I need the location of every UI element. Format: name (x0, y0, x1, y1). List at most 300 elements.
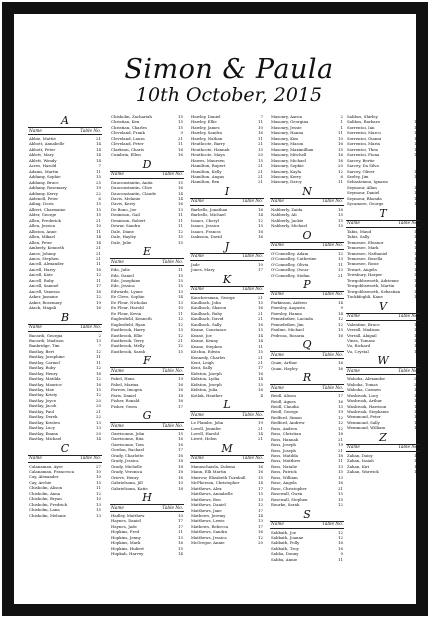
column-header (28, 324, 102, 332)
table-number: 12 (338, 529, 343, 535)
guest-name: Mathews, Jeremy (191, 513, 226, 519)
table-number: 15 (258, 146, 263, 152)
table-number: 21 (258, 310, 263, 316)
guest-name: Eastbrook, Terry (111, 337, 145, 343)
guest-name: Barbells, Michael (191, 212, 226, 218)
guest-name: Edwards, Lynne (111, 288, 143, 294)
table-number: 15 (178, 327, 183, 333)
guest-name: Matthews, Alex (191, 485, 222, 491)
table-number: 10 (178, 305, 183, 311)
guest-name: Eaglesfield, Kenneth (111, 316, 152, 322)
guest-name: Rosewall, Stephen (271, 496, 308, 502)
section-letter: F (143, 354, 151, 368)
guest-name: Sabbath, Troy (271, 545, 299, 551)
guest-name: Dennison, Robert (111, 217, 146, 223)
table-number: 14 (338, 310, 343, 316)
table-number: 14 (258, 376, 263, 382)
table-number: 12 (258, 217, 263, 223)
table-number: 11 (414, 332, 419, 338)
guest-name: Bastlay, Kristy (29, 392, 58, 398)
guest-name: Seymour, Rhonda (347, 195, 382, 201)
section-letter: R (302, 371, 312, 385)
guest-name: O'Connelley, Catherine (271, 256, 317, 262)
section-letter: K (222, 272, 232, 286)
guest-name: Acres, Harold (29, 163, 57, 169)
guest-name: Rose, Angela (271, 480, 297, 486)
table-number: 15 (96, 212, 101, 218)
table-header: Table No. (322, 352, 343, 358)
guest-name: Waboba, Carmen (347, 387, 381, 393)
table-number: 22 (96, 414, 101, 420)
table-number: 13 (338, 267, 343, 273)
guest-name: Masonry, Sophie (271, 163, 304, 169)
table-number: 15 (178, 119, 183, 125)
guest-name: Albert, Charmaine (29, 206, 66, 212)
guest-name: Cleveland, Frank (111, 130, 145, 136)
guest-name: Bastlay, Carmel (29, 359, 60, 365)
guest-row (346, 469, 420, 474)
letter-section (270, 114, 344, 185)
guest-name: Sabba, Annie (271, 556, 298, 562)
table-number: 16 (338, 540, 343, 546)
guest-name: Dauconstantin, Claude (111, 190, 156, 196)
table-number: 13 (96, 425, 101, 431)
guest-name: Asker, Jasmine (29, 294, 58, 300)
table-number: 16 (178, 387, 183, 393)
table-number: 21 (258, 163, 263, 169)
table-number: 13 (338, 474, 343, 480)
table-number: 15 (178, 179, 183, 185)
table-number: 12 (96, 272, 101, 278)
table-number: 17 (258, 267, 263, 273)
table-number: 16 (258, 387, 263, 393)
table-header: Table No. (80, 325, 101, 330)
guest-name: Tennesee, Eleanor (347, 239, 384, 245)
guest-name: Tennesee, Mark (347, 245, 379, 251)
guest-name: Abbie, Mattie (29, 136, 56, 141)
table-number: 15 (414, 234, 419, 240)
table-number: 16 (258, 305, 263, 311)
guest-name: Bastlay, Henry (29, 370, 58, 376)
letter-section (28, 115, 102, 311)
guest-name: O'Connelley, Stefan (271, 272, 310, 278)
table-number: 11 (338, 458, 343, 464)
table-number: 21 (338, 436, 343, 442)
table-number: 15 (178, 348, 183, 354)
guest-name: Kaulbach, David (191, 316, 224, 322)
name-header: Name (111, 505, 124, 511)
table-number: 17 (178, 523, 183, 529)
guest-name: Redford, Andrew (271, 420, 305, 426)
guest-name: Tabis, Sally (347, 234, 370, 240)
table-number: 13 (414, 403, 419, 409)
table-number: 7 (98, 343, 101, 349)
guest-name: Ross, Joseph (271, 442, 296, 448)
table-number: 15 (338, 491, 343, 497)
guest-name: Allen, Frederick (29, 217, 61, 223)
guest-name: Kaulbach, John (191, 299, 221, 305)
table-number: 11 (414, 173, 419, 179)
table-number: 16 (258, 206, 263, 212)
table-number: 14 (414, 277, 419, 283)
guest-name: Wasbrook, Lucy (347, 392, 379, 398)
guest-name: Pedrosa, Rosaria (271, 332, 305, 338)
guest-name: O'Connelley, Oscar (271, 267, 309, 273)
guest-name: Isaacs, Cheryl (191, 217, 219, 223)
guest-name: Marrow, Elizabeth Turnbull (191, 474, 246, 480)
table-number: 16 (338, 398, 343, 404)
table-number: 16 (258, 228, 263, 234)
guest-name: Kidston, Joseph (191, 381, 222, 387)
table-number: 13 (414, 343, 419, 349)
table-number: 11 (178, 141, 183, 147)
table-number: 16 (338, 332, 343, 338)
guest-name: O'Connelley, Olivia (271, 261, 309, 267)
table-number: 11 (96, 168, 101, 174)
column-header (190, 286, 264, 294)
column-header (190, 411, 264, 419)
table-number: 13 (338, 256, 343, 262)
table-number: 15 (178, 283, 183, 289)
guest-name: Davis, Melanie (111, 195, 141, 201)
table-number: 15 (414, 141, 419, 147)
table-number: 10 (96, 223, 101, 229)
guest-name: Ancell, Alexander (29, 261, 64, 267)
guest-name: Dale, Julie (111, 239, 132, 245)
guest-name: Bacardi, Madison (29, 337, 64, 343)
guest-column (346, 114, 420, 475)
guest-row (346, 201, 420, 206)
guest-name: Farrow, Imogen (111, 387, 143, 393)
guest-name: Ross, Matilda (271, 453, 298, 459)
table-number: 21 (96, 217, 101, 223)
table-number: 13 (178, 206, 183, 212)
table-number: 16 (338, 365, 343, 371)
guest-name: Kidston, Julia (191, 387, 218, 393)
table-number: 14 (258, 212, 263, 218)
guest-name: Pauline, Michael (271, 327, 304, 333)
table-number: 11 (338, 179, 343, 185)
guest-name: Bastlay, Mae (29, 387, 55, 393)
guest-name: Tewsbury, Harper (347, 272, 383, 278)
table-number: 14 (338, 299, 343, 305)
table-number: 9 (416, 163, 419, 169)
table-number: 16 (178, 201, 183, 207)
letter-section (190, 114, 264, 185)
guest-name: Hopkins, Jenny (111, 534, 141, 540)
guest-name: Sorrentoi, Marco (347, 130, 381, 136)
table-number: 11 (414, 266, 419, 272)
guest-name: Bastlay, Paul (29, 408, 54, 414)
name-header: Name (191, 456, 204, 462)
table-number: 21 (96, 408, 101, 414)
guest-name: Garrisonne, John (111, 431, 145, 437)
column-header (270, 291, 344, 299)
name-header: Name (111, 259, 124, 265)
guest-column (110, 114, 184, 557)
guest-name: Aidenell, Peter (29, 195, 59, 201)
guest-row (110, 551, 184, 556)
guest-name: Ee Fleur, Harold (111, 305, 144, 311)
table-number: 16 (258, 463, 263, 469)
guest-name: Sabbath, Polly (271, 540, 300, 546)
table-number: 16 (338, 157, 343, 163)
section-letter: B (60, 310, 70, 324)
table-number: 15 (338, 212, 343, 218)
guest-name: Chisholm, Bryan (29, 496, 62, 502)
letter-section (346, 432, 420, 475)
guest-name: Wasbrook, Arthur (347, 398, 382, 404)
guest-name: Atack, Magali (29, 305, 57, 311)
table-number: 11 (96, 277, 101, 283)
guest-name: Hupkah, Harvey (111, 551, 144, 557)
table-number: 12 (96, 294, 101, 300)
table-number: 12 (338, 321, 343, 327)
column-header (110, 171, 184, 179)
guest-name: Grady, Charlotte (111, 452, 144, 458)
guest-name: Chisholm, Zachariah (111, 114, 152, 119)
table-header: Table No. (162, 423, 183, 429)
guest-name: Pennefather, Jim (271, 321, 304, 327)
guest-name: Bastlay, Emma (29, 430, 58, 436)
table-number: 12 (178, 332, 183, 338)
table-header: Table No. (398, 368, 419, 374)
guest-name: Eaglesfield, Ryan (111, 321, 146, 327)
table-number: 16 (414, 414, 419, 420)
table-number: 15 (96, 201, 101, 207)
guest-name: Masonry, Mason (271, 141, 304, 147)
table-number: 16 (338, 206, 343, 212)
section-letter: G (142, 409, 152, 423)
table-number: 11 (414, 152, 419, 158)
table-number: 19 (338, 409, 343, 415)
column-header (346, 444, 420, 452)
guest-name: Wasbrook, Harrison (347, 403, 387, 409)
guest-name: Calanaman, Ayse (29, 463, 63, 469)
letter-section (346, 114, 420, 207)
table-number: 18 (178, 469, 183, 475)
guest-row (190, 540, 264, 545)
table-number: 20 (338, 163, 343, 169)
table-number: 18 (338, 431, 343, 437)
guest-name: Hadley, Matthew (111, 513, 145, 519)
guest-name: Ee Fleur, Nicholas (111, 299, 148, 305)
guest-name: Alder, George (29, 212, 57, 218)
table-number: 21 (258, 425, 263, 431)
table-number: 12 (178, 228, 183, 234)
table-number: 10 (338, 135, 343, 141)
guest-name: Hopkins, Hubert (111, 545, 144, 551)
table-number: 16 (258, 469, 263, 475)
guest-name: Nabberly, Zaida (271, 206, 303, 212)
table-number: 16 (414, 398, 419, 404)
guest-name: De Bono, Joe (111, 206, 137, 212)
guest-name: Faris, Daniel (111, 392, 137, 398)
guest-name: Mathews, Rebecca (191, 523, 229, 529)
table-number: 16 (338, 545, 343, 551)
guest-name: Masonry, Michael (271, 157, 306, 163)
letter-section (270, 372, 344, 508)
table-number: 7 (416, 179, 419, 185)
guest-name: Hawley, Daniel (191, 114, 221, 119)
guest-name: Tewart, Angela (347, 266, 377, 272)
section-letter: I (224, 184, 230, 198)
letter-section (190, 399, 264, 442)
table-number: 15 (178, 431, 183, 437)
guest-column (28, 114, 102, 518)
guest-name: Jade (191, 261, 200, 267)
table-number: 20 (258, 152, 263, 158)
guest-name: Wemmond, William (347, 425, 386, 431)
table-number: 21 (258, 316, 263, 322)
guest-name: Dale, Diane (111, 228, 134, 234)
guest-name: Hopkins, Fred (111, 529, 140, 535)
table-number: 12 (178, 316, 183, 322)
table-number: 5 (416, 114, 419, 119)
guest-name: Cay, Alexander (29, 474, 59, 480)
letter-section (270, 230, 344, 278)
guest-name: Valentine, Bruce (347, 321, 380, 327)
section-letter: C (60, 441, 70, 455)
letter-section (110, 159, 184, 245)
guest-name: Allen, Mikael (29, 234, 56, 240)
table-number: 16 (96, 305, 101, 311)
table-number: 6 (340, 173, 343, 179)
guest-name: Ancell, Harry (29, 266, 56, 272)
table-number: 16 (178, 381, 183, 387)
guest-name: Matthews, Ben (191, 496, 221, 502)
letter-section (110, 355, 184, 409)
guest-name: Waboba, Alexander (347, 376, 386, 382)
guest-name: Chisholm, Lana (29, 507, 60, 513)
table-number: 12 (178, 321, 183, 327)
guest-name: Eastbrook, Harry (111, 327, 146, 333)
table-number: 12 (414, 135, 419, 141)
guest-name: Keane, Kenny (191, 338, 219, 344)
guest-row (270, 502, 344, 507)
guest-name: Eastbrook, Sarah (111, 348, 146, 354)
table-number: 21 (258, 436, 263, 442)
table-number: 20 (258, 540, 263, 546)
guest-name: Ablett, Wendy (29, 157, 57, 163)
table-number: 21 (258, 359, 263, 365)
guest-name: Matthews, Annabelle (191, 491, 233, 497)
guest-name: Masonry, Kayla (271, 168, 302, 174)
section-letter: N (302, 184, 312, 198)
guest-name: Salibos, Shirley (347, 114, 378, 119)
guest-name: Isaacs, Jessica (191, 223, 220, 229)
table-number: 21 (258, 294, 263, 300)
table-number: 19 (338, 442, 343, 448)
guest-name: Ablett, Mary (29, 152, 54, 158)
guest-name: Matthews, Jane (191, 507, 222, 513)
table-number: 11 (178, 217, 183, 223)
table-number: 16 (338, 480, 343, 486)
table-header: Table No. (80, 128, 101, 134)
table-number: 27 (96, 463, 101, 469)
event-date: 10th October, 2015 (135, 84, 323, 106)
table-number: 19 (178, 376, 183, 382)
guest-name: Sorrentoi, Thea (347, 146, 378, 152)
table-number: 11 (178, 223, 183, 229)
guest-name: Eastbrook, Melly (111, 343, 145, 349)
table-number: 16 (258, 370, 263, 376)
table-number: 15 (258, 349, 263, 355)
table-number: 6 (98, 195, 101, 201)
table-number: 14 (96, 141, 101, 147)
guest-name: Masonry, Kim (271, 135, 299, 141)
column-header (346, 220, 420, 228)
guest-name: Haynes, Jade (111, 523, 137, 529)
table-number: 17 (338, 393, 343, 399)
name-header: Name (271, 522, 284, 528)
table-header: Table No. (162, 368, 183, 374)
guest-name: Tuckkfoghli, Kane (347, 294, 383, 300)
guest-name: Matthews, Sandra (191, 529, 228, 535)
guest-name: Quan, Hayley (271, 365, 298, 371)
table-number: 10 (96, 474, 101, 480)
name-header: Name (271, 292, 284, 298)
table-number: 15 (338, 223, 343, 229)
table-number: 13 (414, 348, 419, 354)
table-number: 21 (338, 272, 343, 278)
table-number: 12 (414, 130, 419, 136)
table-number: 16 (178, 441, 183, 447)
table-number: 11 (96, 261, 101, 267)
table-number: 19 (258, 420, 263, 426)
guest-name: Abbott, Annabelle (29, 141, 65, 147)
table-number: 15 (414, 228, 419, 234)
table-number: 11 (258, 119, 263, 125)
table-number: 10 (414, 452, 419, 458)
letter-section (346, 301, 420, 355)
table-number: 12 (338, 425, 343, 431)
table-number: 11 (178, 212, 183, 218)
table-number: 13 (258, 496, 263, 502)
guest-name: Wasbrook, Stephanie (347, 409, 389, 415)
guest-name: Kent, Sally (191, 365, 213, 371)
table-number: 14 (178, 195, 183, 201)
guest-name: Cleveland, Peter (111, 141, 144, 147)
guest-name: Ross, Natalie (271, 463, 298, 469)
guest-row (190, 234, 264, 239)
table-header: Table No. (80, 456, 101, 462)
table-number: 13 (414, 184, 419, 190)
table-number: 16 (178, 452, 183, 458)
table-number: 12 (338, 316, 343, 322)
table-number: 15 (338, 496, 343, 502)
name-header: Name (271, 385, 284, 391)
letter-section (110, 246, 184, 354)
table-header: Table No. (242, 254, 263, 260)
table-number: 9 (340, 305, 343, 311)
table-number: 16 (258, 321, 263, 327)
table-number: 18 (414, 425, 419, 431)
guest-name: Grady, Michelle (111, 463, 142, 469)
table-number: 15 (338, 327, 343, 333)
table-number: 10 (96, 469, 101, 475)
table-number: 14 (96, 157, 101, 163)
letter-section (110, 114, 184, 158)
guest-name: Masonry, Kerry (271, 173, 302, 179)
guest-name: Addamy, Bruce (29, 179, 59, 185)
guest-name: Masonry, Aaron (271, 114, 302, 119)
table-number: 12 (338, 420, 343, 426)
table-number: 17 (258, 523, 263, 529)
guest-name: Dauconstantin, Anita (111, 179, 153, 185)
letter-section (190, 241, 264, 273)
table-number: 2 (98, 332, 101, 338)
